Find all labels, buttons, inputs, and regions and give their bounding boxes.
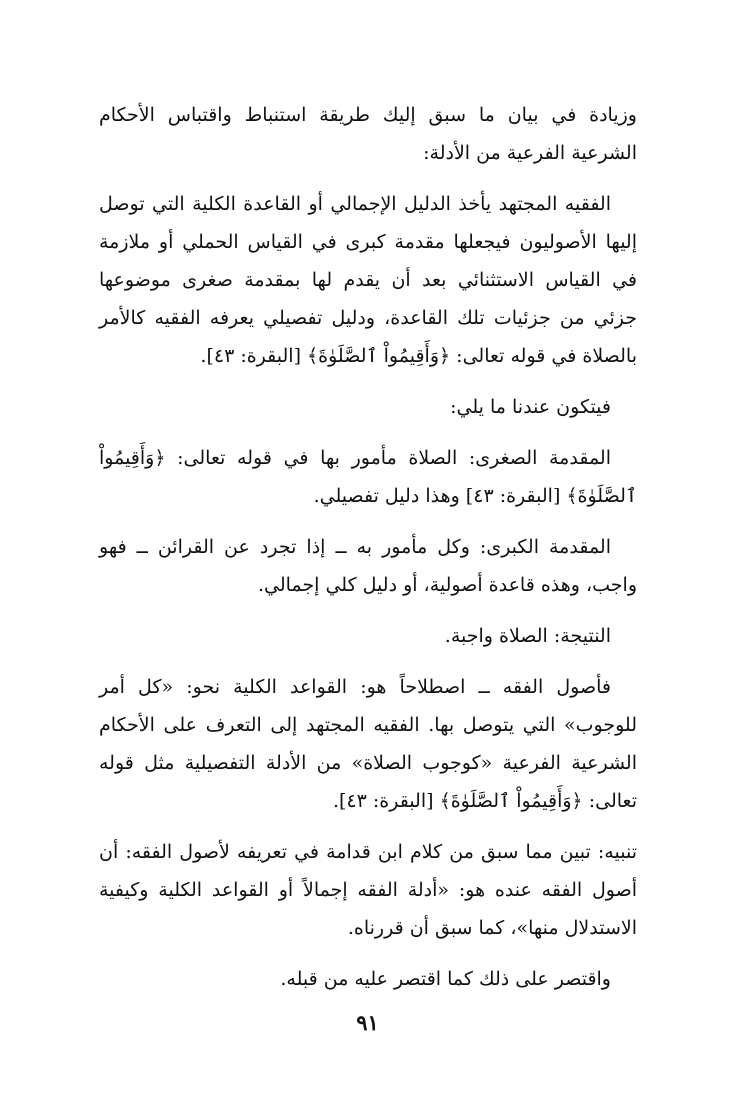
paragraph-major-premise: المقدمة الكبرى: وكل مأمور به ــ إذا تجرد عن القرائن ــ فهو واجب، وهذه قاعدة أصولية، أو دليل كلي إجمالي. [99,536,637,596]
page-number: ٩١ [356,1010,379,1035]
paragraph-conclusion: النتيجة: الصلاة واجبة. [444,625,611,647]
paragraph-method: الفقيه المجتهد يأخذ الدليل الإجمالي أو القاعدة الكلية التي توصل إليها الأصوليون فيجعلها مقدمة كبرى في القياس الحملي أو ملازمة في القياس الاستثنائي بعد أن يقدم لها بمقدمة صغرى موضوعها جزئي من جزئيات تلك القاعدة، ودليل تفصيلي يعرفه الفقيه كالأمر بالصلاة في قوله تعالى: ﴿وَأَقِيمُواْ ٱلصَّلَوٰةَ﴾ [البقرة: ٤٣]. [99,193,637,367]
paragraph-note: تنبيه: تبين مما سبق من كلام ابن قدامة في تعريفه لأصول الفقه: أن أصول الفقه عنده هو: «أدلة الفقه إجمالاً أو القواعد الكلية وكيفية الاستدلال منها»، كما سبق أن قررناه. [99,841,637,939]
paragraph-intro: وزيادة في بيان ما سبق إليك طريقة استنباط واقتباس الأحكام الشرعية الفرعية من الأدلة: [99,104,637,164]
paragraph-minor-premise: المقدمة الصغرى: الصلاة مأمور بها في قوله تعالى: ﴿وَأَقِيمُواْ ٱلصَّلَوٰةَ﴾ [البقرة: ٤٣] وهذا دليل تفصيلي. [99,447,637,507]
paragraph-closing: واقتصر على ذلك كما اقتصر عليه من قبله. [280,968,611,990]
page-body [99,96,637,998]
paragraph-result-intro: فيتكون عندنا ما يلي: [450,396,611,418]
paragraph-definition: فأصول الفقه ــ اصطلاحاً هو: القواعد الكلية نحو: «كل أمر للوجوب» التي يتوصل بها. الفقيه المجتهد إلى التعرف على الأحكام الشرعية الفرعية «كوجوب الصلاة» من الأدلة التفصيلية مثل قوله تعالى: ﴿وَأَقِيمُواْ ٱلصَّلَوٰةَ﴾ [البقرة: ٤٣]. [99,676,637,812]
